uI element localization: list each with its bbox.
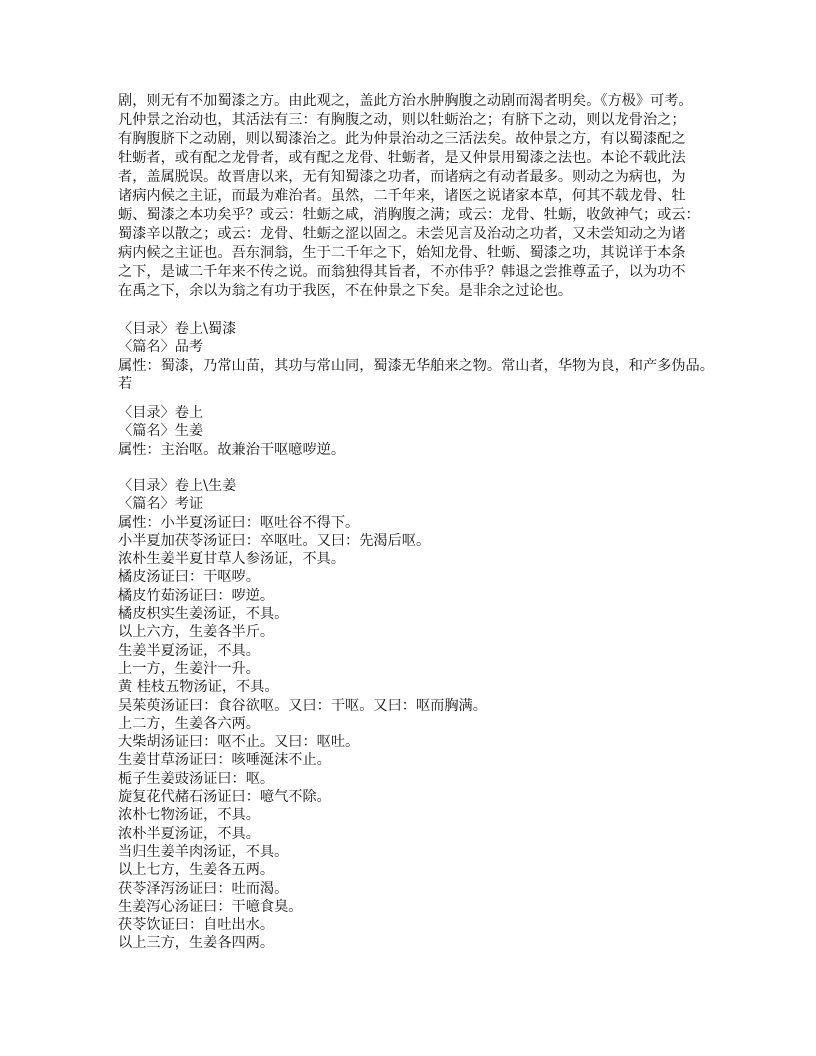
text-line: 属性：蜀漆，乃常山苗，其功与常山同，蜀漆无华舶来之物。常山者，华物为良，和产多伪品。 (118, 357, 714, 374)
section-shuqi-pinkao (118, 320, 714, 393)
text-line: 橘皮枳实生姜汤证，不具。 (118, 606, 289, 623)
text-line: 〈目录〉卷上 (118, 405, 204, 421)
text-line: 诸病内候之主证，而最为难治者。虽然，二千年来，诸医之说诸家本草，何其不载龙骨、牡 (118, 188, 686, 204)
text-line: 牡蛎者，或有配之龙骨者，或有配之龙骨、牡蛎者，是又仲景用蜀漆之法也。本论不载此法 (118, 150, 686, 166)
text-line: 生姜甘草汤证曰：咳唾涎沫不止。 (118, 752, 331, 769)
section-shengjiang (118, 404, 345, 459)
text-line: 属性：小半夏汤证曰：呕吐谷不得下。 (118, 514, 360, 531)
text-line: 橘皮汤证曰：干呕哕。 (118, 569, 260, 586)
text-line: 浓朴七物汤证，不具。 (118, 807, 260, 824)
text-line: 〈目录〉卷上\蜀漆 (118, 321, 237, 337)
text-line: 蛎、蜀漆之本功矣乎？或云：牡蛎之咸，消胸腹之满；或云：龙骨、牡蛎，收敛神气；或云： (118, 207, 700, 223)
text-line: 若 (118, 375, 133, 392)
text-line: 者，盖属脱误。故晋唐以来，无有知蜀漆之功者，而诸病之有动者最多。则动之为病也，为 (118, 169, 686, 185)
text-line: 凡仲景之治动也，其活法有三：有胸腹之动，则以牡蛎治之；有脐下之动，则以龙骨治之； (118, 112, 686, 128)
text-line: 以上六方，生姜各半斤。 (118, 624, 275, 641)
text-line: 之下，是诚二千年来不传之说。而翁独得其旨者，不亦伟乎？韩退之尝推尊孟子，以为功不 (118, 264, 686, 280)
text-line: 以上七方，生姜各五两。 (118, 862, 275, 879)
text-line: 当归生姜羊肉汤证，不具。 (118, 843, 289, 860)
text-line: 蜀漆辛以散之；或云：龙骨、牡蛎之涩以固之。未尝见言及治动之功者，又未尝知动之为诸 (118, 226, 686, 242)
text-line: 在禹之下，余以为翁之有功于我医，不在仲景之下矣。是非余之过论也。 (118, 283, 573, 299)
text-line: 〈篇名〉考证 (118, 496, 204, 513)
text-line: 〈篇名〉生姜 (118, 423, 204, 440)
text-line: 大柴胡汤证曰：呕不止。又曰：呕吐。 (118, 734, 360, 751)
text-line: 生姜半夏汤证，不具。 (118, 642, 260, 659)
text-line: 〈篇名〉品考 (118, 339, 204, 356)
text-line: 浓朴生姜半夏甘草人参汤证，不具。 (118, 551, 346, 568)
text-line: 病内候之主证也。吾东洞翁，生于二千年之下，始知龙骨、牡蛎、蜀漆之功，其说详于本条 (118, 245, 686, 261)
text-line: 旋复花代赭石汤证曰：噫气不除。 (118, 789, 331, 806)
text-line: 属性：主治呕。故兼治干呕噫哕逆。 (118, 441, 346, 458)
text-line: 有胸腹脐下之动剧，则以蜀漆治之。此为仲景治动之三活法矣。故仲景之方，有以蜀漆配之 (118, 131, 686, 147)
text-line: 小半夏加茯苓汤证曰：卒呕吐。又曰：先渴后呕。 (118, 532, 431, 549)
text-line: 剧，则无有不加蜀漆之方。由此观之，盖此方治水肿胸腹之动剧而渴者明矣。《方极》可考。 (118, 93, 693, 109)
text-line: 黄 桂枝五物汤证，不具。 (118, 679, 279, 696)
text-line: 茯苓饮证曰：自吐出水。 (118, 917, 275, 934)
text-line: 生姜泻心汤证曰：干噫食臭。 (118, 898, 303, 915)
text-line: 橘皮竹茹汤证曰：哕逆。 (118, 587, 275, 604)
section-shengjiang-kaozheng (118, 477, 487, 953)
text-line: 〈目录〉卷上\生姜 (118, 478, 237, 494)
text-line: 上一方，生姜汁一升。 (118, 660, 260, 677)
text-line: 茯苓泽泻汤证曰：吐而渴。 (118, 880, 289, 897)
text-line: 上二方，生姜各六两。 (118, 715, 260, 732)
text-line: 浓朴半夏汤证，不具。 (118, 825, 260, 842)
text-line: 以上三方，生姜各四两。 (118, 935, 275, 952)
text-line: 吴茱萸汤证曰：食谷欲呕。又曰：干呕。又曰：呕而胸满。 (118, 697, 487, 714)
text-line: 栀子生姜豉汤证曰：呕。 (118, 770, 275, 787)
paragraph-intro (118, 92, 700, 301)
